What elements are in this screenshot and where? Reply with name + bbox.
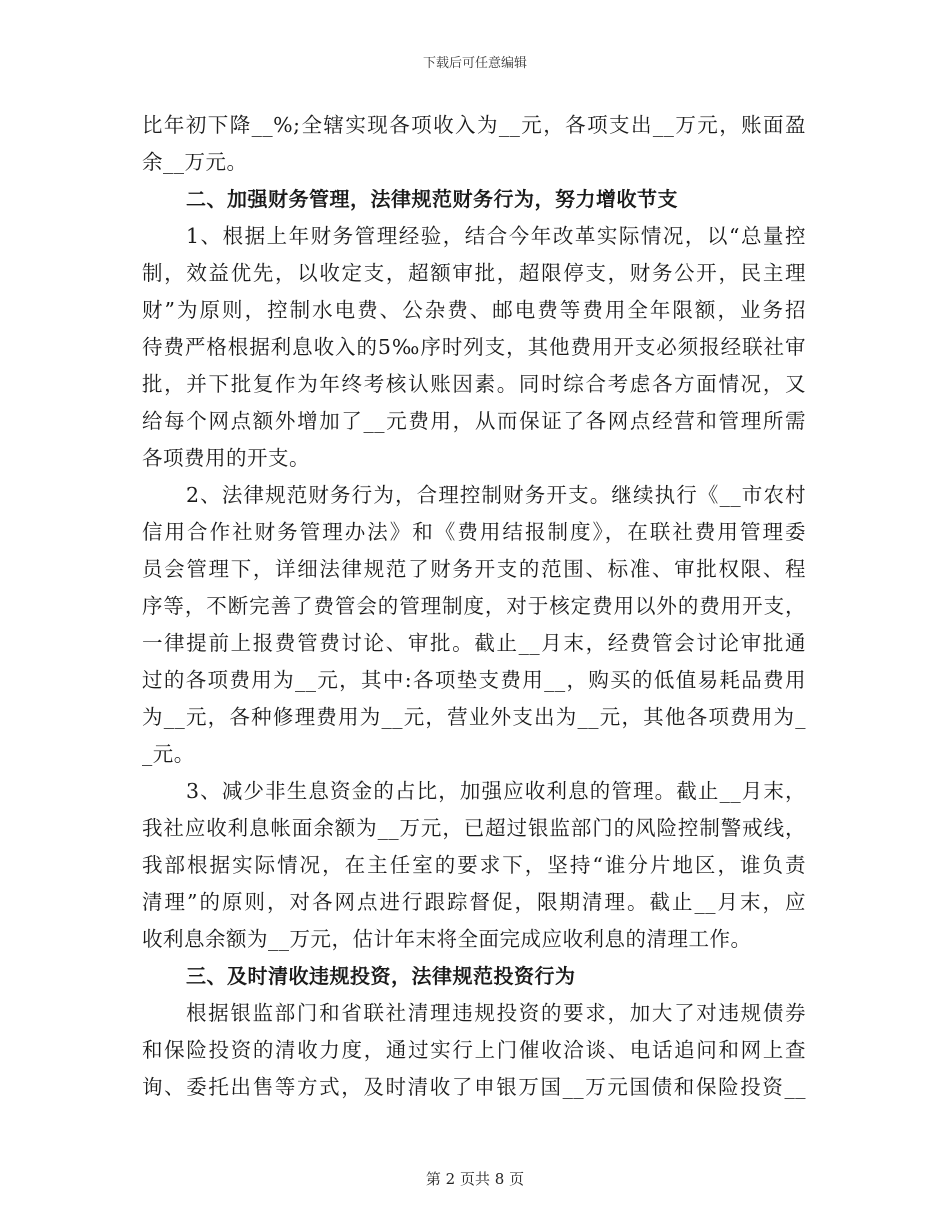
- document-body: [142, 107, 806, 1106]
- body-line: 员会管理下，详细法律规范了财务开支的范围、标准、审批权限、程: [142, 557, 806, 581]
- section-heading: 二、加强财务管理，法律规范财务行为，努力增收节支: [186, 187, 678, 211]
- body-line: 序等，不断完善了费管会的管理制度，对于核定费用以外的费用开支，: [142, 594, 806, 618]
- body-line: 余__万元。: [142, 150, 248, 174]
- paragraph-start: 根据银监部门和省联社清理违规投资的要求，加大了对违规债券: [186, 1001, 806, 1025]
- body-line: 信用合作社财务管理办法》和《费用结报制度》，在联社费用管理委: [142, 520, 806, 544]
- body-line: 我社应收利息帐面余额为__万元，已超过银监部门的风险控制警戒线，: [142, 816, 806, 840]
- paragraph-start: 1、根据上年财务管理经验，结合今年改革实际情况，以“总量控: [186, 224, 806, 248]
- body-line: 制，效益优先，以收定支，超额审批，超限停支，财务公开，民主理: [142, 261, 806, 285]
- body-line: 财”为原则，控制水电费、公杂费、邮电费等费用全年限额，业务招: [142, 298, 806, 322]
- body-line: 过的各项费用为__元，其中:各项垫支费用__，购买的低值易耗品费用: [142, 668, 806, 692]
- page-header: 下载后可任意编辑: [422, 56, 527, 71]
- body-line: 给每个网点额外增加了__元费用，从而保证了各网点经营和管理所需: [142, 409, 806, 433]
- body-line: 清理”的原则，对各网点进行跟踪督促，限期清理。截止__月末，应: [142, 890, 806, 914]
- paragraph-start: 3、减少非生息资金的占比，加强应收利息的管理。截止__月末，: [186, 779, 806, 803]
- body-line: 和保险投资的清收力度，通过实行上门催收洽谈、电话追问和网上查: [142, 1038, 806, 1062]
- body-line: 询、委托出售等方式，及时清收了申银万国__万元国债和保险投资__: [142, 1075, 806, 1099]
- body-line: 我部根据实际情况，在主任室的要求下，坚持“谁分片地区，谁负责: [142, 853, 806, 877]
- body-line: 比年初下降__%;全辖实现各项收入为__元，各项支出__万元，账面盈: [142, 113, 806, 137]
- section-heading: 三、及时清收违规投资，法律规范投资行为: [186, 964, 576, 988]
- body-line: 收利息余额为__万元，估计年末将全面完成应收利息的清理工作。: [142, 927, 752, 951]
- body-line: 为__元，各种修理费用为__元，营业外支出为__元，其他各项费用为_: [142, 705, 806, 729]
- paragraph-start: 2、法律规范财务行为，合理控制财务开支。继续执行《__市农村: [186, 483, 806, 507]
- body-line: _元。: [142, 742, 195, 766]
- body-line: 一律提前上报费管费讨论、审批。截止__月末，经费管会讨论审批通: [142, 631, 806, 655]
- body-line: 批，并下批复作为年终考核认账因素。同时综合考虑各方面情况，又: [142, 372, 806, 396]
- body-line: 待费严格根据利息收入的5‰序时列支，其他费用开支必须报经联社审: [142, 335, 806, 359]
- body-line: 各项费用的开支。: [142, 446, 310, 470]
- page-footer: 第 2 页共 8 页: [425, 1170, 525, 1188]
